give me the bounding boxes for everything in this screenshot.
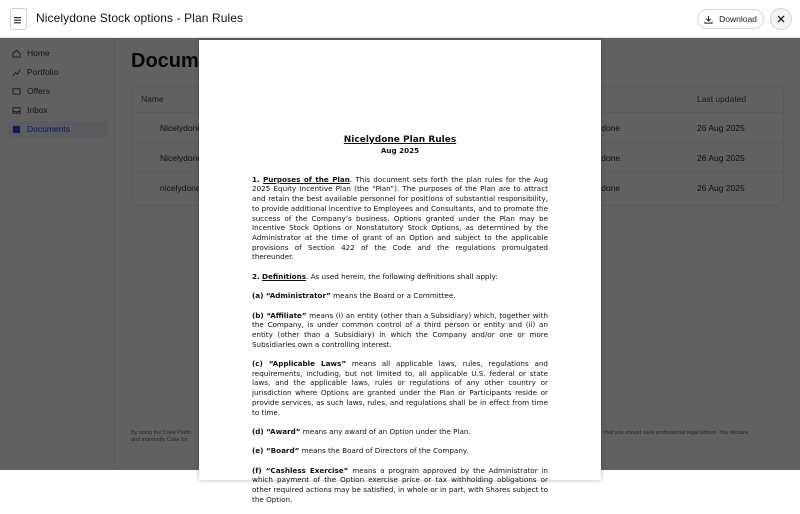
section-number: 1. xyxy=(252,174,260,184)
definition-text: means any award of an Option under the Plan. xyxy=(300,426,471,436)
section-definitions xyxy=(252,272,548,282)
section-heading: Purposes of the Plan xyxy=(262,174,350,184)
definition-term: (d) “Award” xyxy=(252,426,301,436)
definition-term: (b) “Affiliate” xyxy=(252,310,307,320)
definition-term: (c) “Applicable Laws” xyxy=(252,359,347,368)
definition-text: means the Board or a Committee. xyxy=(330,291,456,301)
definition-text: means the Board of Directors of the Company. xyxy=(299,446,469,456)
document-body xyxy=(252,135,548,514)
close-icon xyxy=(777,15,785,23)
section-number: 2. xyxy=(252,271,260,281)
definition-term: (f) “Cashless Exercise” xyxy=(252,465,349,475)
section-text: . As used herein, the following definitions shall apply: xyxy=(306,271,498,281)
definition-award xyxy=(252,427,548,437)
definition-text: means all applicable laws, rules, regulations and requirements, including, but not limited to, all applicable U.S. federal or state laws, and the applicable laws, rules or regulations of any other country or jurisdiction where Options are granted under the Plan or Participants reside or provide services, as such laws, rules, and regulations shall be in effect from time to time. xyxy=(252,359,548,417)
download-label: Download xyxy=(719,14,757,24)
document-page xyxy=(199,40,601,504)
definition-text: means a program approved by the Administrator in which payment of the Option exercise price or tax withholding obligations or other required actions may be satisfied, in whole or in part, with Shares subject to the Option. xyxy=(252,465,548,504)
doc-date: Aug 2025 xyxy=(380,146,420,155)
section-purposes xyxy=(252,175,548,262)
definition-term: (e) “Board” xyxy=(252,446,300,456)
document-title: Nicelydone Stock options - Plan Rules xyxy=(36,11,244,25)
section-heading: Definitions xyxy=(262,271,307,281)
definition-board xyxy=(252,446,548,456)
doc-heading: Nicelydone Plan Rules xyxy=(343,135,457,145)
download-button[interactable] xyxy=(697,9,764,29)
definition-applicable-laws xyxy=(252,359,548,417)
download-icon xyxy=(704,15,713,24)
definition-term: (a) “Administrator” xyxy=(252,291,331,301)
definition-administrator xyxy=(252,291,548,301)
definition-text: means (i) an entity (other than a Subsidiary) which, together with the Company, is under common control of a third person or entity and (ii) an entity (other than a Subsidiary) in which the Company and/or one or more Subsidiaries own a controlling interest. xyxy=(252,310,548,349)
section-text: . This document sets forth the plan rules for the Aug 2025 Equity Incentive Plan (the “Plan”). The purposes of the Plan are to attract and retain the best available personnel for positions of substantial responsibility, to provide additional incentive to Employees and Consultants, and to promote the success of the Company’s business. Options granted under the Plan may be Incentive Stock Options or Nonstatutory Stock Options, as determined by the Administrator at the time of grant of an Option and subject to the applicable provisions of Section 422 of the Code and the regulations promulgated thereunder. xyxy=(252,174,548,262)
viewer-header xyxy=(0,0,800,38)
definition-cashless-exercise xyxy=(252,466,548,505)
close-button[interactable] xyxy=(770,8,792,30)
definition-affiliate xyxy=(252,311,548,350)
document-file-icon xyxy=(10,8,27,30)
